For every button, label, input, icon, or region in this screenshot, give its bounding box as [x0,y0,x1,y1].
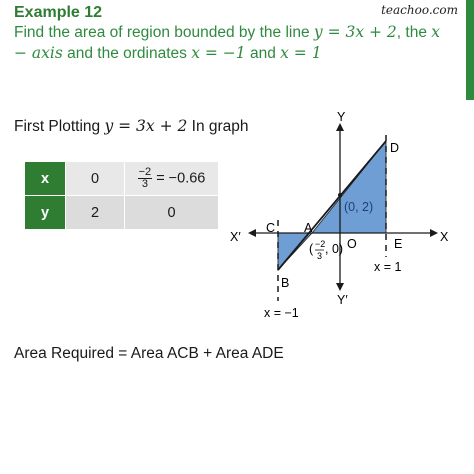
question-part: Find the area of region bounded by the line [14,24,314,41]
table-cell: 2 [66,196,125,230]
table-cell-value: = −0.66 [156,170,206,187]
x-axis-arrow [430,229,438,237]
label-ordinate-right: x = 1 [374,260,402,274]
label-b: B [281,276,290,290]
label-ordinate-left: x = −1 [264,306,299,320]
x-neg-axis-arrow [248,229,256,237]
table-row [25,162,219,196]
fraction-numerator: −2 [138,166,152,178]
brand-logo: teachoo.com [381,3,458,17]
label-e: E [394,237,403,251]
label-point-a-tail: , 0) [325,242,344,256]
label-x-neg: X′ [230,230,241,244]
question-part: , the [396,24,432,41]
y-axis-arrow [336,123,344,131]
plotting-suffix: In graph [187,118,249,135]
label-point-a-den: 3 [317,251,323,261]
plotting-equation: y = 3x + 2 [104,117,188,135]
table-row [25,196,219,230]
table-header-y: y [25,196,66,230]
example-title: Example 12 [14,4,103,21]
table-cell: 0 [125,196,219,230]
plotting-prefix: First Plotting [14,118,105,135]
label-point-0-2: (0, 2) [344,200,374,214]
table-cell [125,162,219,196]
question-part: and the ordinates [62,45,192,62]
label-y-neg: Y′ [337,293,348,307]
value-table [24,161,219,230]
fraction [138,167,153,190]
label-origin: O [347,237,357,251]
plotting-statement [14,117,249,136]
graph-figure [220,105,460,325]
fraction-denominator: 3 [141,178,148,190]
area-required: Area Required = Area ACB + Area ADE [14,345,284,362]
label-a: A [304,221,313,235]
label-x: X [440,230,449,244]
point-0-2-dot [338,193,342,197]
label-d: D [390,141,400,155]
label-c: C [266,221,276,235]
equation-ordinate-left: x = −1 [191,44,246,62]
equation-ordinate-right: x = 1 [280,44,322,62]
label-point-a-num: −2 [315,239,326,249]
scrollbar[interactable] [466,0,474,100]
equation-x-axis: x − axis [14,23,441,62]
table-cell: 0 [66,162,125,196]
question-part: and [245,45,281,62]
question-text [14,22,454,64]
equation-line: y = 3x + 2 [313,23,397,41]
label-y: Y [337,110,346,124]
table-header-x: x [25,162,66,196]
y-neg-axis-arrow [336,283,344,291]
label-point-a-open: ( [309,242,314,256]
